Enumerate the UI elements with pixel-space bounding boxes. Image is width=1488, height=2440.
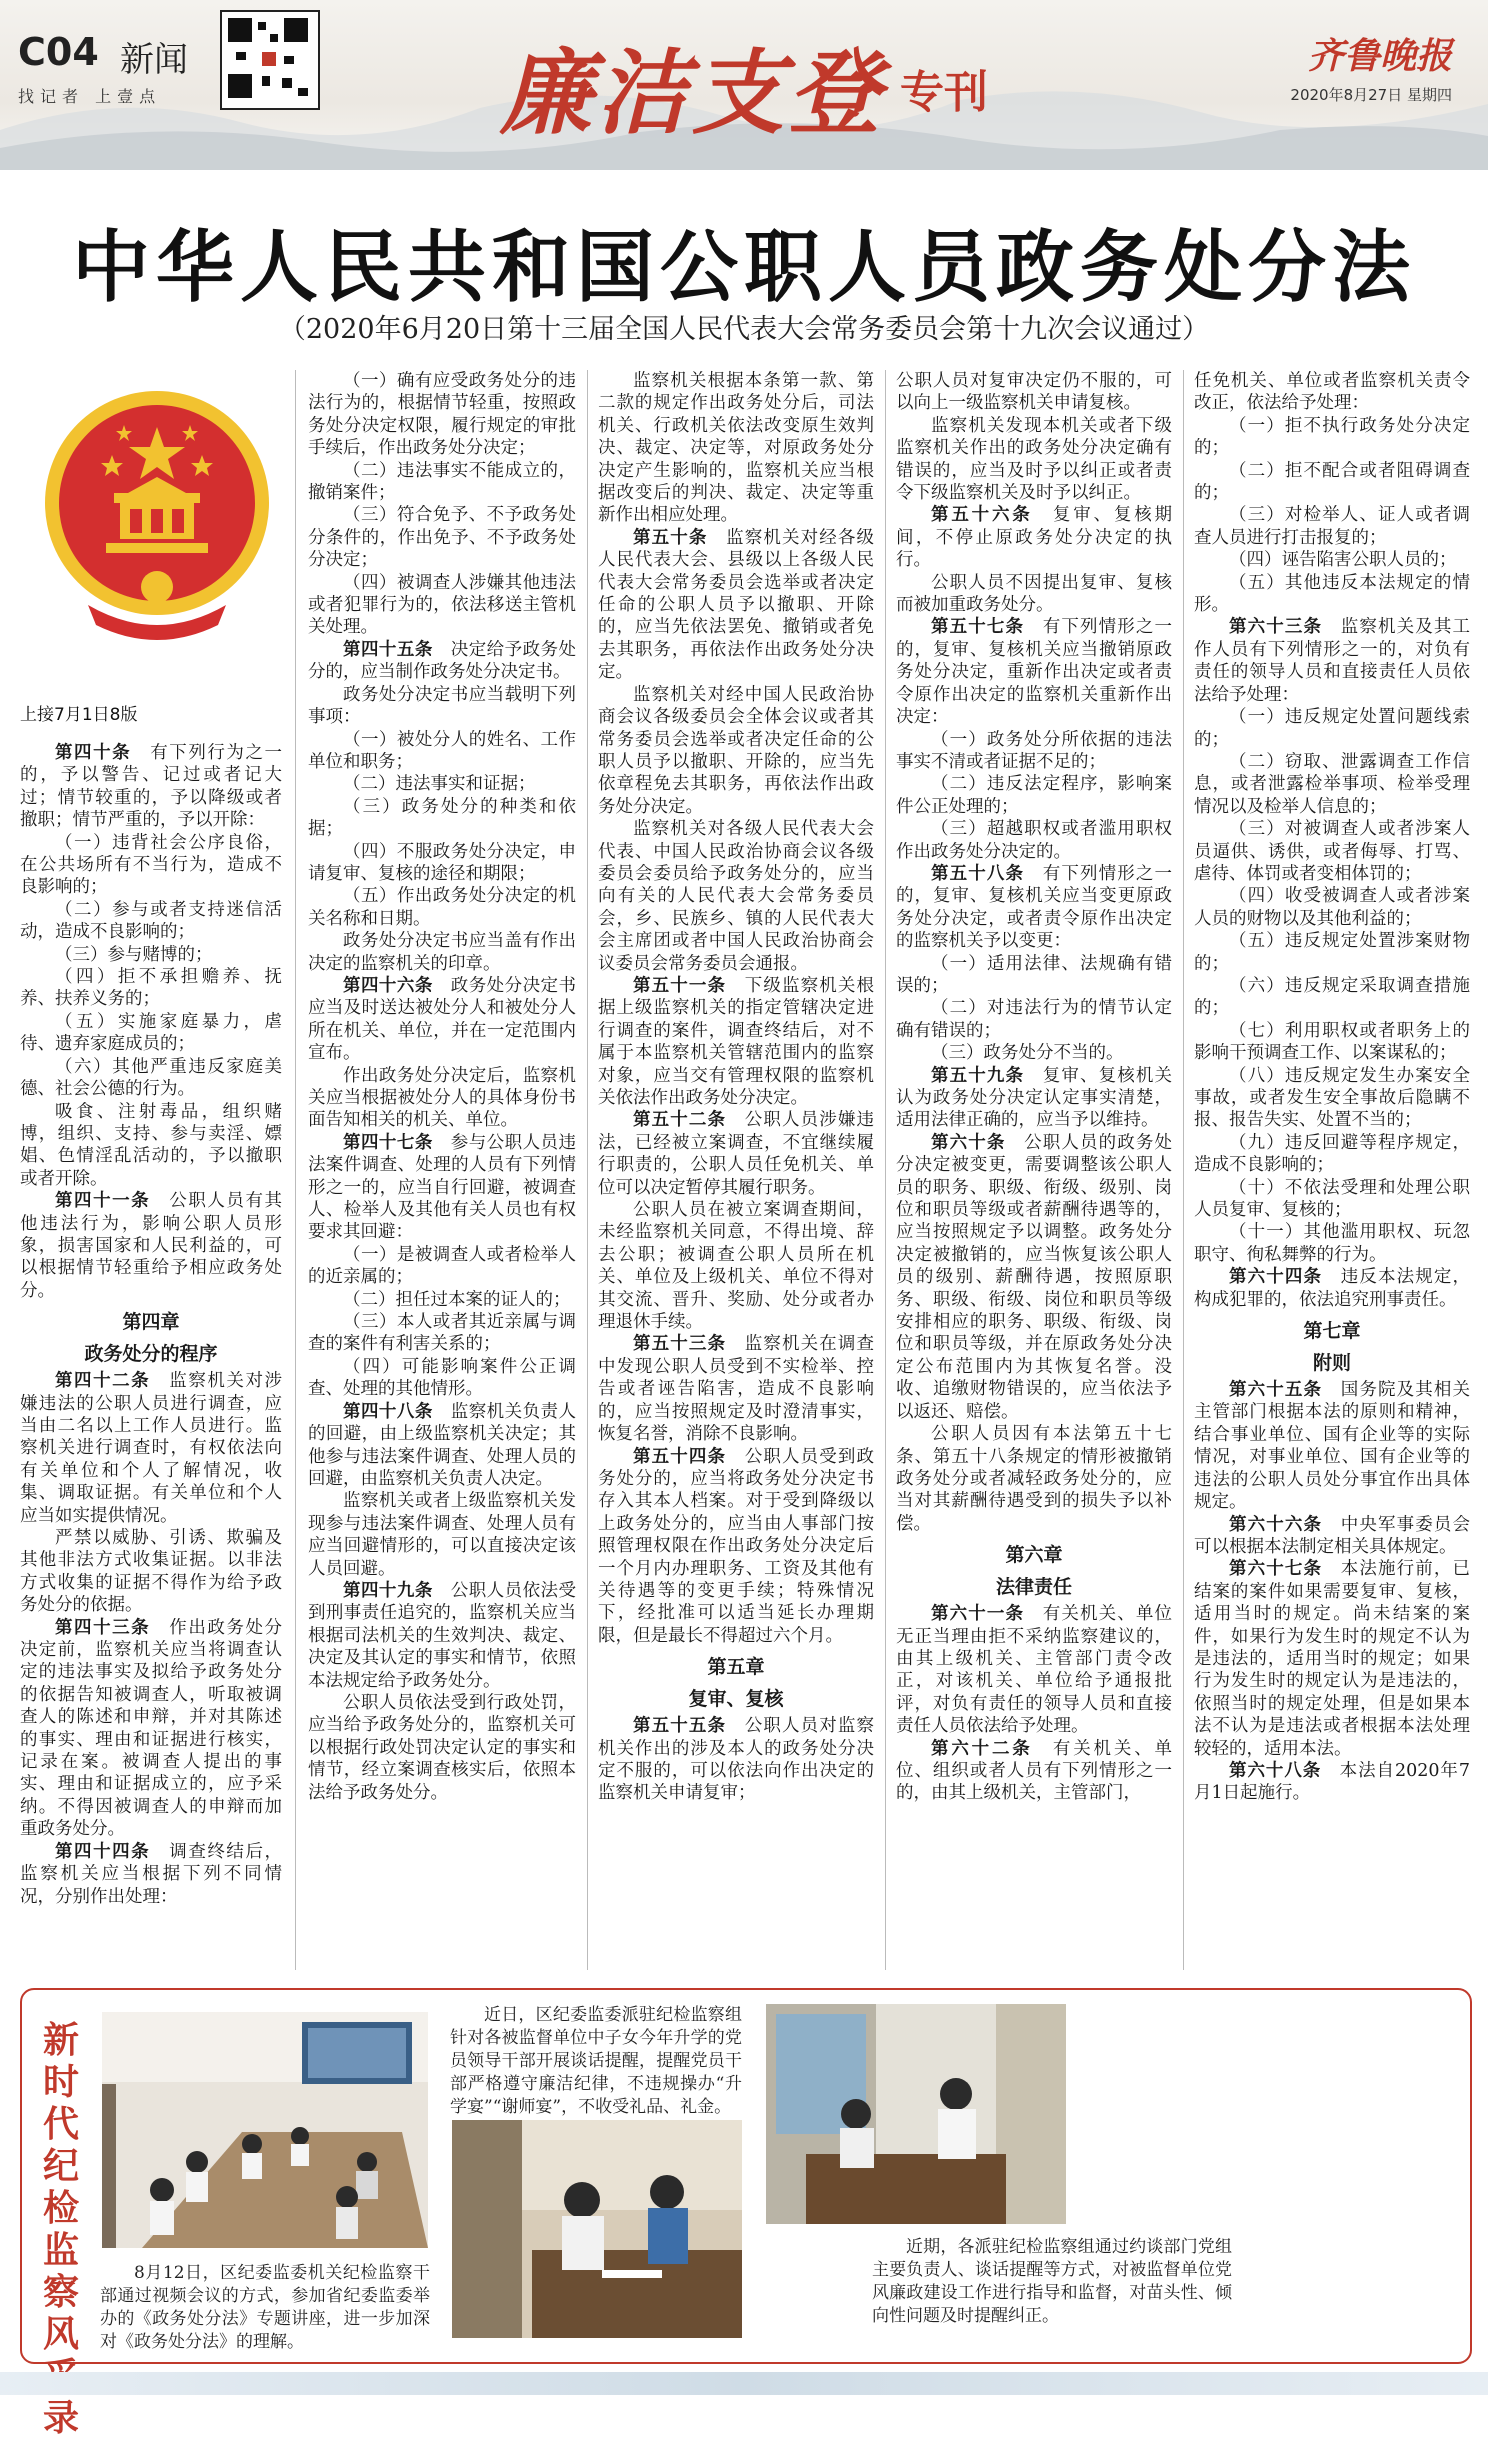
article-number: 第五十六条 — [931, 505, 1053, 526]
article-number: 第六十条 — [931, 1132, 1025, 1153]
article-paragraph — [308, 1065, 576, 1132]
article-paragraph — [308, 1132, 576, 1244]
article-paragraph — [308, 796, 576, 841]
photo-caption-1: 8月12日，区纪委监委机关纪检监察干部通过视频会议的方式，参加省纪委监委举办的《政务处分法》专题讲座，进一步加深对《政务处分法》的理解。 — [100, 2263, 430, 2352]
article-number: 第五十九条 — [931, 1065, 1043, 1086]
article-paragraph — [20, 742, 282, 832]
article-paragraph — [20, 1101, 282, 1191]
article-paragraph — [896, 572, 1172, 617]
article-text: 监察机关对各级人民代表大会代表、中国人民政治协商会议各级委员会委员给予政务处分的，应当向有关的人民代表大会常务委员会，乡、民族乡、镇的人民代表大会主席团或者中国人民政治协商会议委员会常务委员会通报。 — [598, 819, 874, 974]
article-number: 第四十九条 — [343, 1580, 451, 1601]
article-number: 第五十二条 — [633, 1110, 745, 1131]
article-text: （五）违反规定处置涉案财物的； — [1194, 931, 1470, 974]
article-paragraph — [20, 1056, 282, 1101]
article-paragraph — [598, 684, 874, 818]
article-text: （四）诬告陷害公职人员的； — [1229, 550, 1457, 571]
article-text: 监察机关对经各级人民代表大会、县级以上各级人民代表大会常务委员会选举或者决定任命的公职人员予以撤职、开除的，应当先依法罢免、撤销或者免去其职务，再依法作出政务处分决定。 — [598, 527, 874, 683]
article-paragraph — [598, 818, 874, 975]
article-text: （二）违法事实和证据； — [343, 774, 536, 795]
news-feature-box — [20, 1988, 1472, 2439]
article-text: （五）作出政务处分决定的机关名称和日期。 — [308, 886, 576, 929]
article-paragraph — [20, 899, 282, 944]
article-paragraph — [308, 504, 576, 571]
article-text: 有关机关、单位无正当理由拒不采纳监察建议的，由其上级机关、主管部门责令改正，对该机关、单位给予通报批评，对负有责任的领导人员和直接责任人员依法给予处理。 — [896, 1604, 1172, 1737]
article-paragraph — [896, 616, 1172, 728]
article-text: （三）符合免予、不予政务处分条件的，作出免予、不予政务处分决定； — [308, 505, 576, 571]
article-text: 监察机关对经中国人民政治协商会议各级委员会全体会议或者其常务委员会选举或者决定任命的公职人员予以撤职、开除的，应当先依章程免去其职务，再依法作出政务处分决定。 — [598, 684, 874, 817]
article-paragraph — [308, 370, 576, 460]
article-text: （一）拒不执行政务处分决定的； — [1194, 415, 1470, 459]
article-text: 监察机关对涉嫌违法的公职人员进行调查，应当由二名以上工作人员进行。监察机关进行调查时，有权依法向有关单位和个人了解情况，收集、调取证据。有关单位和个人应当如实提供情况。 — [20, 1371, 283, 1526]
article-paragraph — [896, 997, 1172, 1042]
article-paragraph — [308, 1289, 576, 1311]
photo-interview — [766, 2004, 1066, 2224]
article-paragraph — [598, 975, 874, 1109]
national-emblem-icon — [28, 375, 286, 655]
article-text: （三）政务处分不当的。 — [931, 1043, 1124, 1064]
article-number: 第四十七条 — [343, 1132, 451, 1153]
issue-date: 2020年8月27日 星期四 — [1290, 86, 1452, 104]
article-paragraph — [896, 818, 1172, 863]
article-number: 第四十三条 — [55, 1617, 170, 1638]
column-divider — [587, 370, 588, 1970]
article-text: （二）拒不配合或者阻碍调查的； — [1194, 460, 1470, 504]
article-text: （七）利用职权或者职务上的影响干预调查工作、以案谋私的； — [1194, 1020, 1470, 1064]
article-text: （十）不依法受理和处理公职人员复审、复核的； — [1194, 1177, 1470, 1221]
article-paragraph — [1194, 1132, 1470, 1177]
article-text: 监察机关在调查中发现公职人员受到不实检举、控告或者诬告陷害，造成不良影响的，应当按照规定及时澄清事实，恢复名誉，消除不良影响。 — [598, 1334, 874, 1445]
article-text: 监察机关根据本条第一款、第二款的规定作出政务处分后，司法机关、行政机关依法改变原生效判决、裁定、决定等，对原政务处分决定产生影响的，监察机关应当根据改变后的判决、裁定、决定等重新作出相应处理。 — [598, 371, 874, 526]
article-paragraph — [20, 966, 282, 1011]
article-text: 复审、复核机关认为政务处分决定认定事实清楚，适用法律正确的，应当予以维持。 — [896, 1065, 1172, 1131]
article-subtitle: （2020年6月20日第十三届全国人民代表大会常务委员会第十九次会议通过） — [278, 314, 1210, 345]
conference-room-photo-icon — [102, 2012, 428, 2248]
masthead — [0, 0, 1488, 170]
article-paragraph — [896, 773, 1172, 818]
article-number: 第四十四条 — [55, 1841, 170, 1862]
article-paragraph — [1194, 1177, 1470, 1222]
article-paragraph — [1194, 1558, 1470, 1760]
article-paragraph — [308, 1356, 576, 1401]
article-paragraph — [308, 572, 576, 639]
article-paragraph — [20, 1190, 282, 1302]
article-text: （二）违反法定程序，影响案件公正处理的； — [896, 774, 1172, 817]
article-text: 公职人员对监察机关作出的涉及本人的政务处分决定不服的，可以依法向作出决定的监察机关申请复审； — [598, 1716, 874, 1804]
article-text: （一）被处分人的姓名、工作单位和职务； — [308, 729, 576, 772]
article-number: 第四十八条 — [343, 1401, 451, 1422]
article-text: （二）窃取、泄露调查工作信息，或者泄露检举事项、检举受理情况以及检举人信息的； — [1194, 751, 1470, 817]
article-text: 违反本法规定，构成犯罪的，依法追究刑事责任。 — [1194, 1267, 1470, 1310]
article-number: 第四十六条 — [343, 975, 451, 996]
article-paragraph — [1194, 415, 1470, 460]
article-paragraph — [308, 729, 576, 774]
article-text: 政务处分决定书应当盖有作出决定的监察机关的印章。 — [308, 931, 576, 974]
article-paragraph — [896, 370, 1172, 415]
article-paragraph — [20, 832, 282, 899]
article-text: 有下列情形之一的，复审、复核机关应当变更原政务处分决定，或者责令原作出决定的监察机关予以变更： — [896, 863, 1172, 952]
text-column-4 — [896, 370, 1172, 1975]
article-number: 第五十八条 — [931, 863, 1043, 884]
article-number: 第五十三条 — [633, 1334, 745, 1355]
article-number: 第四十一条 — [55, 1191, 170, 1212]
article-text: （一）适用法律、法规确有错误的； — [896, 953, 1172, 996]
article-text: 政务处分决定书应当载明下列事项： — [308, 684, 576, 728]
text-column-2 — [308, 370, 576, 1975]
article-number: 第五十五条 — [633, 1716, 745, 1737]
article-paragraph — [598, 1333, 874, 1445]
article-text: （九）违反回避等程序规定，造成不良影响的； — [1194, 1132, 1470, 1176]
column-divider — [1183, 370, 1184, 1970]
text-column-1 — [20, 742, 282, 1972]
article-text: （三）参与赌博的； — [55, 944, 213, 965]
article-text: （一）政务处分所依据的违法事实不清或者证据不足的； — [896, 729, 1172, 772]
article-paragraph — [308, 885, 576, 930]
article-text: 作出政务处分决定后，监察机关应当根据被处分人的具体身份书面告知相关的机关、单位。 — [308, 1065, 576, 1131]
article-paragraph — [308, 841, 576, 886]
article-paragraph — [308, 460, 576, 505]
article-paragraph — [1194, 616, 1470, 706]
article-paragraph — [20, 1370, 282, 1527]
article-text: 有下列行为之一的，予以警告、记过或者记大过；情节较重的，予以降级或者撤职；情节严重的，予以开除： — [20, 743, 283, 831]
article-text: （八）违反规定发生办案安全事故，或者发生安全事故后隐瞒不报、报告失实、处置不当的； — [1194, 1065, 1470, 1131]
article-text: 决定给予政务处分的，应当制作政务处分决定书。 — [308, 639, 576, 683]
article-paragraph — [1194, 370, 1470, 415]
page-code: C04 — [18, 30, 99, 74]
article-paragraph — [1194, 975, 1470, 1020]
column-divider — [885, 370, 886, 1970]
article-text: 公职人员对复审决定仍不服的，可以向上一级监察机关申请复核。 — [896, 371, 1172, 414]
article-text: （四）可能影响案件公正调查、处理的其他情形。 — [308, 1356, 576, 1400]
article-paragraph — [308, 1401, 576, 1491]
article-text: 监察机关及其工作人员有下列情形之一的，对负有责任的领导人员和直接责任人员依法给予处理： — [1194, 617, 1470, 705]
article-text: （四）被调查人涉嫌其他违法或者犯罪行为的，依法移送主管机关处理。 — [308, 572, 576, 638]
article-text: 国务院及其相关主管部门根据本法的原则和精神，结合事业单位、国有企业等的实际情况，对事业单位、国有企业等的违法的公职人员处分事宜作出具体规定。 — [1194, 1380, 1470, 1513]
article-paragraph — [308, 773, 576, 795]
article-paragraph — [598, 1199, 874, 1333]
chapter-heading: 第七章 — [1303, 1320, 1361, 1343]
article-paragraph — [20, 1011, 282, 1056]
article-paragraph — [598, 1715, 874, 1805]
article-paragraph — [308, 1490, 576, 1580]
article-paragraph — [1194, 1020, 1470, 1065]
article-text: （二）对违法行为的情节认定确有错误的； — [896, 998, 1172, 1041]
article-number: 第六十七条 — [1229, 1559, 1341, 1580]
article-text: （三）对被调查人或者涉案人员逼供、诱供，或者侮辱、打骂、虐待、体罚或者变相体罚的； — [1194, 819, 1470, 884]
article-paragraph — [20, 1527, 282, 1617]
article-number: 第五十条 — [633, 527, 727, 548]
qr-code-icon[interactable] — [220, 10, 320, 110]
article-text: （四）不服政务处分决定，申请复审、复核的途径和期限； — [308, 841, 576, 884]
article-paragraph — [1194, 1760, 1470, 1805]
office-talk-photo-icon — [452, 2120, 742, 2338]
article-number: 第六十五条 — [1229, 1380, 1341, 1401]
text-column-5 — [1194, 370, 1470, 1975]
article-paragraph — [1194, 930, 1470, 975]
article-paragraph — [1194, 504, 1470, 549]
article-title: 中华人民共和国公职人员政务处分法 — [71, 223, 1416, 313]
article-number: 第四十五条 — [343, 639, 451, 660]
article-text: （三）政务处分的种类和依据； — [308, 796, 576, 840]
article-text: （一）违背社会公序良俗，在公共场所有不当行为，造成不良影响的； — [20, 832, 282, 898]
article-number: 第五十四条 — [633, 1446, 745, 1467]
article-paragraph — [1194, 1266, 1470, 1311]
article-paragraph — [1194, 706, 1470, 751]
article-paragraph — [896, 1042, 1172, 1064]
article-text: 公职人员依法受到刑事责任追究的，监察机关应当根据司法机关的生效判决、裁定、决定及其认定的事实和情节，依照本法规定给予政务处分。 — [308, 1580, 576, 1691]
article-number: 第六十三条 — [1229, 617, 1341, 638]
article-text: （一）违反规定处置问题线索的； — [1194, 707, 1470, 750]
article-paragraph — [896, 863, 1172, 953]
article-paragraph — [1194, 1065, 1470, 1132]
tagline: 找记者 上壹点 — [18, 87, 162, 106]
photo-talk-reminder — [452, 2120, 742, 2338]
article-number: 第六十二条 — [931, 1738, 1053, 1759]
article-paragraph — [896, 1738, 1172, 1805]
chapter-heading: 法律责任 — [995, 1576, 1072, 1599]
article-paragraph — [1194, 1379, 1470, 1513]
article-text: 下级监察机关根据上级监察机关的指定管辖决定进行调查的案件，调查终结后，对不属于本监察机关管辖范围内的监察对象，应当交有管理权限的监察机关依法作出政务处分决定。 — [598, 975, 874, 1108]
article-paragraph — [20, 1841, 282, 1908]
article-paragraph — [1194, 818, 1470, 885]
brand-title: 廉洁支登 — [500, 39, 885, 147]
article-paragraph — [1194, 1221, 1470, 1266]
article-paragraph — [896, 504, 1172, 571]
article-text: 公职人员的政务处分决定被变更，需要调整该公职人员的职务、职级、衔级、级别、岗位和职员等级或者薪酬待遇等的，应当按照规定予以调整。政务处分决定被撤销的，应当恢复该公职人员的级别、薪酬待遇，按照原职务、职级、衔级、岗位和职员等级安排相应的职务、职级、衔级、岗位和职员等级，并在原政务处分决定公布范围内为其恢复名誉。没收、追缴财物错误的，应当依法予以返还、赔偿。 — [896, 1132, 1172, 1422]
article-text: 公职人员不因提出复审、复核而被加重政务处分。 — [896, 572, 1172, 616]
article-paragraph — [1194, 885, 1470, 930]
article-text: 参与公职人员违法案件调查、处理的人员有下列情形之一的，应当自行回避，被调查人、检举人及其他有关人员也有权要求其回避： — [308, 1132, 576, 1243]
article-paragraph — [896, 415, 1172, 505]
article-paragraph — [308, 639, 576, 684]
article-number: 第四十条 — [55, 743, 151, 763]
article-paragraph — [896, 1423, 1172, 1535]
article-number: 第六十六条 — [1229, 1514, 1341, 1535]
article-paragraph — [896, 729, 1172, 774]
article-number: 第六十八条 — [1229, 1760, 1340, 1781]
article-text: （五）其他违反本法规定的情形。 — [1194, 572, 1470, 616]
article-text: 本法自2020年7月1日起施行。 — [1194, 1760, 1471, 1804]
article-text: 监察机关负责人的回避，由上级监察机关决定；其他参与违法案件调查、处理人员的回避，由监察机关负责人决定。 — [308, 1401, 576, 1489]
article-paragraph — [598, 1446, 874, 1648]
article-paragraph — [896, 953, 1172, 998]
article-text: 公职人员在被立案调查期间，未经监察机关同意，不得出境、辞去公职；被调查公职人员所在机关、单位及上级机关、单位不得对其交流、晋升、奖励、处分或者办理退休手续。 — [598, 1200, 874, 1333]
article-text: 任免机关、单位或者监察机关责令改正，依法给予处理： — [1194, 371, 1470, 414]
article-text: 监察机关发现本机关或者下级监察机关作出的政务处分决定确有错误的，应当及时予以纠正或者责令下级监察机关及时予以纠正。 — [896, 415, 1172, 504]
article-number: 第六十一条 — [931, 1604, 1043, 1625]
article-text: （二）担任过本案的证人的； — [343, 1289, 571, 1310]
article-text: （六）其他严重违反家庭美德、社会公德的行为。 — [20, 1056, 282, 1100]
continued-from-caption: 上接7月1日8版 — [20, 705, 138, 725]
article-paragraph — [308, 1311, 576, 1356]
photo-video-conference — [102, 2012, 428, 2248]
article-text: 公职人员因有本法第五十七条、第五十八条规定的情形被撤销政务处分或者减轻政务处分的，应当对其薪酬待遇受到的损失予以补偿。 — [896, 1424, 1172, 1534]
article-text: 公职人员依法受到行政处罚，应当给予政务处分的，监察机关可以根据行政处罚决定认定的事实和情节，经立案调查核实后，依照本法给予政务处分。 — [308, 1692, 576, 1803]
chapter-heading: 第五章 — [707, 1656, 765, 1679]
article-text: 公职人员有其他违法行为，影响公职人员形象，损害国家和人民利益的，可以根据情节轻重给予相应政务处分。 — [20, 1191, 283, 1301]
article-paragraph — [308, 684, 576, 729]
article-text: 吸食、注射毒品，组织赌博，组织、支持、参与卖淫、嫖娼、色情淫乱活动的，予以撤职或者开除。 — [20, 1101, 282, 1189]
article-paragraph — [308, 1692, 576, 1804]
article-text: 有下列情形之一的，复审、复核机关应当撤销原政务处分决定，重新作出决定或者责令原作出决定的监察机关重新作出决定： — [896, 617, 1172, 728]
article-paragraph — [598, 1109, 874, 1199]
article-text: 作出政务处分决定前，监察机关应当将调查认定的违法事实及拟给予政务处分的依据告知被调查人，听取被调查人的陈述和申辩，并对其陈述的事实、理由和证据进行核实，记录在案。被调查人提出的事实、理由和证据成立的，应予采纳。不得因被调查人的申辩而加重政务处分。 — [20, 1617, 283, 1840]
article-text: （三）超越职权或者滥用职权作出政务处分决定的。 — [896, 819, 1172, 862]
article-paragraph — [598, 527, 874, 684]
article-number: 第五十一条 — [633, 975, 745, 996]
article-text: 调查终结后，监察机关应当根据下列不同情况，分别作出处理： — [20, 1841, 283, 1907]
article-paragraph — [1194, 751, 1470, 818]
article-paragraph — [896, 1065, 1172, 1132]
article-paragraph — [896, 1132, 1172, 1423]
article-number: 第四十二条 — [55, 1371, 170, 1392]
paper-logo: 齐鲁晚报 — [1307, 35, 1452, 77]
article-text: （二）违法事实不能成立的，撤销案件； — [308, 460, 576, 504]
article-paragraph — [896, 1603, 1172, 1737]
news-box-title: 新时代纪检监察风 录 — [42, 2020, 79, 2439]
article-text: 严禁以威胁、引诱、欺骗及其他非法方式收集证据。以非法方式收集的证据不得作为给予政务处分的依据。 — [20, 1528, 282, 1616]
article-text: （二）参与或者支持迷信活动，造成不良影响的； — [20, 899, 282, 943]
article-paragraph — [308, 1244, 576, 1289]
article-text: （四）拒不承担赡养、抚养、扶养义务的； — [20, 967, 282, 1010]
article-paragraph — [1194, 1514, 1470, 1559]
article-text: 中央军事委员会可以根据本法制定相关具体规定。 — [1194, 1514, 1470, 1557]
article-paragraph — [1194, 549, 1470, 571]
article-number: 第六十四条 — [1229, 1267, 1341, 1288]
article-text: （四）收受被调查人或者涉案人员的财物以及其他利益的； — [1194, 886, 1470, 929]
article-number: 第五十七条 — [931, 617, 1043, 638]
chapter-heading: 复审、复核 — [688, 1688, 784, 1711]
chapter-heading: 附则 — [1312, 1352, 1351, 1375]
text-column-3 — [598, 370, 874, 1975]
article-paragraph — [20, 944, 282, 966]
article-paragraph — [308, 1580, 576, 1692]
article-text: 复审、复核期间，不停止原政务处分决定的执行。 — [896, 505, 1173, 571]
article-paragraph — [20, 1617, 282, 1841]
chapter-heading: 第六章 — [1005, 1544, 1063, 1567]
article-paragraph — [1194, 460, 1470, 505]
article-text: （三）本人或者其近亲属与调查的案件有利害关系的； — [308, 1312, 576, 1355]
column-divider — [295, 370, 296, 1970]
article-paragraph — [598, 370, 874, 527]
article-text: 公职人员涉嫌违法，已经被立案调查，不宜继续履行职责的，公职人员任免机关、单位可以决定暂停其履行职务。 — [598, 1110, 874, 1198]
article-paragraph — [308, 930, 576, 975]
brand-subtitle: 专刊 — [900, 67, 988, 118]
article-text: （一）确有应受政务处分的违法行为的，根据情节轻重，按照政务处分决定权限，履行规定的审批手续后，作出政务处分决定； — [308, 371, 576, 459]
footer-decoration — [0, 2372, 1488, 2395]
chapter-heading: 第四章 — [122, 1311, 180, 1334]
article-text: （十一）其他滥用职权、玩忽职守、徇私舞弊的行为。 — [1194, 1222, 1470, 1265]
article-paragraph — [1194, 572, 1470, 617]
photo-caption-2: 近日，区纪委监委派驻纪检监察组针对各被监督单位中子女今年升学的党员领导干部开展谈话提醒，提醒党员干部严格遵守廉洁纪律，不违规操办“升学宴”“谢师宴”，不收受礼品、礼金。 — [450, 2005, 742, 2117]
interview-room-photo-icon — [766, 2004, 1066, 2224]
article-text: 公职人员受到政务处分的，应当将政务处分决定书存入其本人档案。对于受到降级以上政务处分的，应当由人事部门按照管理权限在作出政务处分决定后一个月内办理职务、工资及其他有关待遇等的变更手续；特殊情况下，经批准可以适当延长办理期限，但是最长不得超过六个月。 — [598, 1446, 874, 1646]
article-text: （三）对检举人、证人或者调查人员进行打击报复的； — [1194, 505, 1470, 548]
article-text: 政务处分决定书应当及时送达被处分人和被处分人所在机关、单位，并在一定范围内宣布。 — [308, 975, 576, 1064]
chapter-heading: 政务处分的程序 — [84, 1343, 218, 1366]
section-name: 新闻 — [120, 40, 188, 80]
article-text: 监察机关或者上级监察机关发现参与违法案件调查、处理人员有应当回避情形的，可以直接决定该人员回避。 — [308, 1491, 576, 1579]
article-paragraph — [308, 975, 576, 1065]
article-text: （一）是被调查人或者检举人的近亲属的； — [308, 1244, 576, 1288]
photo-caption-3: 近期，各派驻纪检监察组通过约谈部门党组主要负责人、谈话提醒等方式，对被监督单位党风廉政建设工作进行指导和监督，对苗头性、倾向性问题及时提醒纠正。 — [872, 2237, 1232, 2326]
article-text: 有关机关、单位、组织或者人员有下列情形之一的，由其上级机关，主管部门， — [896, 1738, 1173, 1804]
article-text: （六）违反规定采取调查措施的； — [1194, 975, 1470, 1019]
article-text: 本法施行前，已结案的案件如果需要复审、复核，适用当时的规定。尚未结案的案件，如果行为发生时的规定不认为是违法的，适用当时的规定；如果行为发生时的规定认为是违法的，依照当时的规定处理，但是如果本法不认为是违法或者根据本法处理较轻的，适用本法。 — [1194, 1559, 1470, 1759]
article-text: （五）实施家庭暴力，虐待、遗弃家庭成员的； — [20, 1011, 282, 1055]
